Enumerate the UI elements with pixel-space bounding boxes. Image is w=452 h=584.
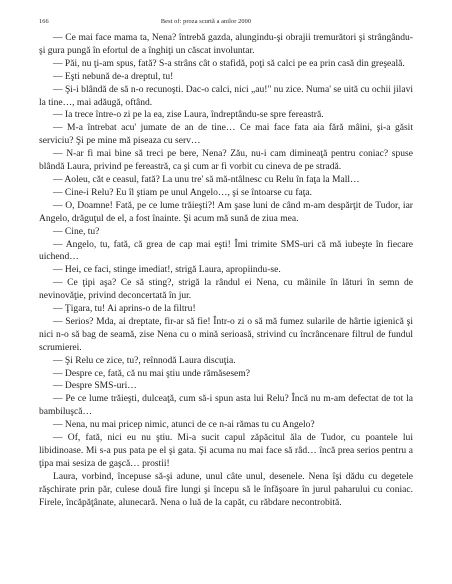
paragraph: — Hei, ce faci, stinge imediat!, strigă Laura, apropiindu-se. bbox=[53, 264, 281, 276]
paragraph: — Ia trece între-o zi pe la ea, zise Laura, îndreptându-se spre fereastră. bbox=[53, 109, 324, 121]
paragraph: — Despre ce, fată, că nu mai ştiu unde rămăsesem? bbox=[53, 367, 250, 379]
paragraph: — Serios? Mda, ai dreptate, fir-ar să fie! Într-o zi o să mă fumez sularile de hârtie igienică şi nici n-o să bag de seamă, zise Nena cu o mină serioasă, strivind cu încrâncenare filtrul de fundul scrumierei. bbox=[39, 315, 413, 353]
paragraph: — Of, fată, nici eu nu ştiu. Mi-a sucit capul zăpăcitul ăla de Tudor, cu poantele lui libidinoase. Mi s-a pus pata pe el şi gata. Şi acuma nu mai face să râd… încă prea serios pentru a ţipa mai sesiza de gaşcă… prostii! bbox=[39, 432, 413, 469]
paragraph: Laura, vorbind, începuse să-şi adune, unul câte unul, desenele. Nena îşi dădu cu degetele răşchirate prin păr, culese două fire lungi şi începu să le înfăşoare în jurul paharului cu coniac. Firele, încăpăţânate, alunecară. Nena o luă de la capăt, cu răbdare necontrobită. bbox=[39, 470, 413, 508]
paragraph: — Despre SMS-uri… bbox=[53, 380, 137, 392]
paragraph: — N-ar fi mai bine să treci pe bere, Nena? Zău, nu-i cam dimineaţă pentru coniac? spuse blândă Laura, privind pe fereastră, ca şi cum ar fi vorbit cu cineva de pe stradă. bbox=[39, 148, 413, 173]
paragraph: — Angelo, tu, fată, că grea de cap mai eşti! Îmi trimite SMS-uri că mă iubeşte în fiecare uichend… bbox=[39, 238, 413, 263]
paragraph: — Ce ţipi aşa? Ce să sting?, strigă la rândul ei Nena, cu mâinile în lături în semn de nevinovăţie, privind deconcertată în jur. bbox=[39, 277, 413, 302]
paragraph: — Păi, nu ţi-am spus, fată? S-a strâns cât o stafidă, poţi să calci pe ea prin casă din greşeală. bbox=[53, 57, 405, 69]
paragraph: — Eşti nebună de-a dreptul, tu! bbox=[53, 70, 174, 82]
paragraph: — O, Doamne! Fată, pe ce lume trăieşti?! Am şase luni de când m-am despărţit de Tudor, iar Angelo, drăguţul de el, a fost înainte. Şi acum mă sună de ziua mea. bbox=[39, 199, 413, 224]
paragraph: — Ce mai face mama ta, Nena? întrebă gazda, alungindu-şi obrajii tremurători şi strângându-şi gura pungă în efortul de a înghiţi un căscat involuntar. bbox=[39, 32, 413, 56]
paragraph: — Nena, nu mai pricep nimic, atunci de ce n-ai rămas tu cu Angelo? bbox=[53, 419, 315, 431]
paragraph: — Pe ce lume trăieşti, dulceaţă, cum să-i spun asta lui Relu? Încă nu m-am defectat de tot la bambiluşcă… bbox=[39, 393, 413, 418]
paragraph: — Cine, tu? bbox=[53, 225, 100, 237]
paragraph: — Ţigara, tu! Ai aprins-o de la filtru! bbox=[53, 303, 196, 315]
page-header: 166 Best of: proza scurtă a anilor 2000 bbox=[39, 18, 413, 25]
body-text bbox=[39, 32, 413, 510]
paragraph: — Şi Relu ce zice, tu?, reînnodă Laura discuţia. bbox=[53, 354, 236, 366]
paragraph: — Aoleu, căt e ceasul, fată? La unu tre' să mă-ntâlnesc cu Relu în faţa la Mall… bbox=[53, 173, 360, 185]
paragraph: — M-a întrebat acu' jumate de an de tine… Ce mai face fata aia fără mâini, şi-a găsit serviciu? Şi pe mine mă piseaza cu serv… bbox=[39, 122, 413, 147]
paragraph: — Şi-i blândă de să n-o recunoşti. Dac-o calci, nici „au!" nu zice. Numa' se uită cu ochii jilavi la tine…, mai adăugă, oftând. bbox=[39, 83, 413, 108]
running-title: Best of: proza scurtă a anilor 2000 bbox=[160, 18, 252, 25]
paragraph: — Cine-i Relu? Eu îl ştiam pe unul Angelo…, şi se întoarse cu faţa. bbox=[53, 186, 313, 198]
